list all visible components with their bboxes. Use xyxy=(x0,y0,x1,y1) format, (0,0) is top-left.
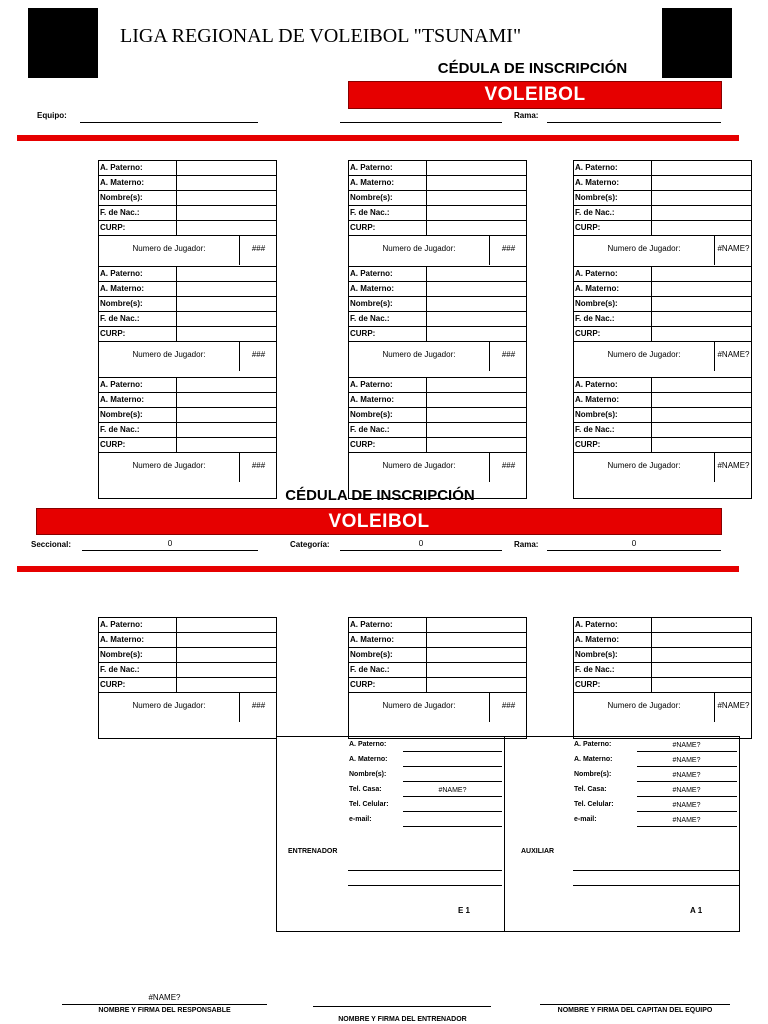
player-card xyxy=(98,160,277,282)
player-field-row[interactable] xyxy=(574,378,751,393)
player-field-row[interactable] xyxy=(349,678,526,693)
player-field-row[interactable] xyxy=(574,176,751,191)
player-field-label: A. Paterno: xyxy=(100,620,143,629)
player-field-label: A. Paterno: xyxy=(350,163,393,172)
player-field-label: F. de Nac.: xyxy=(350,665,390,674)
field-separator xyxy=(176,378,177,392)
player-number-label: Numero de Jugador: xyxy=(132,461,206,470)
auxiliar-field-value[interactable]: #NAME? xyxy=(672,817,701,824)
player-field-label: F. de Nac.: xyxy=(100,425,140,434)
rama-value-2: 0 xyxy=(631,539,637,548)
entrenador-field-line xyxy=(403,766,502,767)
player-card xyxy=(348,617,527,739)
field-separator xyxy=(651,618,652,632)
field-separator xyxy=(426,312,427,326)
field-separator xyxy=(651,282,652,296)
player-number-label: Numero de Jugador: xyxy=(607,461,681,470)
field-separator xyxy=(176,297,177,311)
player-field-label: A. Materno: xyxy=(575,284,619,293)
field-separator xyxy=(176,327,177,341)
field-separator xyxy=(426,191,427,205)
player-card xyxy=(348,266,527,388)
player-field-label: CURP: xyxy=(350,329,376,338)
field-separator xyxy=(176,176,177,190)
capitan-signature-label: NOMBRE Y FIRMA DEL CAPITAN DEL EQUIPO xyxy=(557,1007,713,1014)
player-field-label: CURP: xyxy=(350,223,376,232)
field-separator xyxy=(176,282,177,296)
auxiliar-field-label: Tel. Celular: xyxy=(574,801,614,808)
player-field-row[interactable] xyxy=(99,176,276,191)
player-field-label: A. Paterno: xyxy=(350,269,393,278)
auxiliar-field-value[interactable]: #NAME? xyxy=(672,802,701,809)
auxiliar-field-value[interactable]: #NAME? xyxy=(672,742,701,749)
player-number-row xyxy=(99,693,276,738)
field-separator xyxy=(426,438,427,452)
player-card xyxy=(98,266,277,388)
player-field-row[interactable] xyxy=(349,267,526,282)
player-number-value[interactable]: #NAME? xyxy=(717,244,750,253)
responsable-signature-label: NOMBRE Y FIRMA DEL RESPONSABLE xyxy=(98,1007,231,1014)
player-field-label: A. Materno: xyxy=(100,284,144,293)
player-field-label: A. Materno: xyxy=(100,178,144,187)
player-field-row[interactable] xyxy=(349,327,526,342)
field-separator xyxy=(176,312,177,326)
player-field-row[interactable] xyxy=(99,633,276,648)
field-separator xyxy=(651,423,652,437)
player-number-value[interactable]: #NAME? xyxy=(717,701,750,710)
auxiliar-field-label: e-mail: xyxy=(574,816,597,823)
player-field-row[interactable] xyxy=(349,393,526,408)
player-field-label: CURP: xyxy=(100,223,126,232)
equipo-label: Equipo: xyxy=(37,111,67,120)
player-field-label: F. de Nac.: xyxy=(575,665,615,674)
player-field-row[interactable] xyxy=(574,633,751,648)
entrenador-extra-line[interactable] xyxy=(348,870,502,871)
player-field-row[interactable] xyxy=(349,423,526,438)
field-separator xyxy=(176,618,177,632)
entrenador-field-line xyxy=(403,796,502,797)
player-field-row[interactable] xyxy=(574,327,751,342)
player-field-label: A. Materno: xyxy=(100,395,144,404)
field-separator xyxy=(426,618,427,632)
player-field-label: F. de Nac.: xyxy=(575,314,615,323)
player-field-label: A. Materno: xyxy=(350,635,394,644)
field-separator xyxy=(426,378,427,392)
seccional-field[interactable] xyxy=(82,550,258,551)
field-separator xyxy=(176,633,177,647)
auxiliar-field-value[interactable]: #NAME? xyxy=(672,787,701,794)
player-field-row[interactable] xyxy=(574,312,751,327)
field-separator xyxy=(426,282,427,296)
field-separator xyxy=(651,648,652,662)
player-number-label: Numero de Jugador: xyxy=(382,244,456,253)
sport-banner: VOLEIBOL xyxy=(348,81,722,109)
player-field-label: A. Paterno: xyxy=(100,269,143,278)
player-card xyxy=(98,617,277,739)
player-field-label: F. de Nac.: xyxy=(100,208,140,217)
player-field-label: Nombre(s): xyxy=(575,650,618,659)
player-field-label: A. Paterno: xyxy=(100,380,143,389)
player-field-row[interactable] xyxy=(349,378,526,393)
player-field-row[interactable] xyxy=(99,206,276,221)
auxiliar-field-line xyxy=(637,766,737,767)
player-card xyxy=(98,377,277,499)
field-separator xyxy=(651,206,652,220)
staff-box-divider xyxy=(504,737,505,931)
capitan-signature-line[interactable] xyxy=(540,1004,730,1005)
player-field-label: Nombre(s): xyxy=(350,650,393,659)
player-field-row[interactable] xyxy=(99,161,276,176)
player-field-label: CURP: xyxy=(350,440,376,449)
player-field-row[interactable] xyxy=(574,678,751,693)
field-separator xyxy=(426,297,427,311)
entrenador-field-value[interactable]: #NAME? xyxy=(438,787,467,794)
field-separator xyxy=(176,408,177,422)
player-field-label: F. de Nac.: xyxy=(350,208,390,217)
player-field-row[interactable] xyxy=(99,191,276,206)
field-separator xyxy=(651,378,652,392)
rama-label-2: Rama: xyxy=(514,540,539,549)
entrenador-signature-label: NOMBRE Y FIRMA DEL ENTRENADOR xyxy=(338,1016,467,1023)
entrenador-code: E 1 xyxy=(458,906,471,915)
auxiliar-field-line xyxy=(637,796,737,797)
player-field-row[interactable] xyxy=(99,297,276,312)
player-field-row[interactable] xyxy=(574,297,751,312)
field-separator xyxy=(426,221,427,235)
categoria-field[interactable] xyxy=(340,550,502,551)
sport-banner-2: VOLEIBOL xyxy=(36,508,722,535)
player-field-label: A. Paterno: xyxy=(350,620,393,629)
player-card xyxy=(573,160,752,282)
player-field-row[interactable] xyxy=(574,663,751,678)
player-field-label: F. de Nac.: xyxy=(575,208,615,217)
seccional-value: 0 xyxy=(167,539,173,548)
entrenador-field-label: A. Materno: xyxy=(349,756,388,763)
player-field-label: CURP: xyxy=(100,440,126,449)
divider-bar-top xyxy=(17,135,739,141)
field-separator xyxy=(426,423,427,437)
auxiliar-field-label: A. Paterno: xyxy=(574,741,612,748)
player-number-label: Numero de Jugador: xyxy=(382,461,456,470)
field-separator xyxy=(651,678,652,692)
league-title: LIGA REGIONAL DE VOLEIBOL "TSUNAMI" xyxy=(120,25,522,47)
player-number-label: Numero de Jugador: xyxy=(382,701,456,710)
player-field-label: F. de Nac.: xyxy=(100,314,140,323)
entrenador-role-label: ENTRENADOR xyxy=(288,848,338,855)
responsable-value: #NAME? xyxy=(148,993,181,1002)
field-separator xyxy=(651,393,652,407)
player-field-label: A. Paterno: xyxy=(350,380,393,389)
player-field-row[interactable] xyxy=(99,438,276,453)
player-field-row[interactable] xyxy=(574,618,751,633)
auxiliar-field-line xyxy=(637,811,737,812)
field-separator xyxy=(426,663,427,677)
field-separator xyxy=(176,663,177,677)
player-field-row[interactable] xyxy=(574,438,751,453)
player-number-label: Numero de Jugador: xyxy=(132,244,206,253)
entrenador-field-line xyxy=(403,751,502,752)
field-separator xyxy=(176,206,177,220)
field-separator xyxy=(651,438,652,452)
player-field-row[interactable] xyxy=(574,191,751,206)
field-separator xyxy=(651,176,652,190)
field-separator xyxy=(426,267,427,281)
player-number-value[interactable]: ### xyxy=(251,244,266,253)
auxiliar-extra-line[interactable] xyxy=(573,870,740,871)
auxiliar-field-label: Tel. Casa: xyxy=(574,786,607,793)
player-field-row[interactable] xyxy=(349,618,526,633)
player-field-row[interactable] xyxy=(99,221,276,236)
field-separator xyxy=(176,678,177,692)
blank-field[interactable] xyxy=(340,122,502,123)
player-field-label: A. Paterno: xyxy=(100,163,143,172)
entrenador-field-line xyxy=(403,811,502,812)
player-field-label: A. Paterno: xyxy=(575,163,618,172)
player-number-row xyxy=(574,693,751,738)
player-field-label: CURP: xyxy=(575,440,601,449)
auxiliar-field-label: Nombre(s): xyxy=(574,771,612,778)
entrenador-field-label: Tel. Celular: xyxy=(349,801,389,808)
player-number-value[interactable]: #NAME? xyxy=(717,350,750,359)
player-field-label: CURP: xyxy=(575,223,601,232)
field-separator xyxy=(651,221,652,235)
player-field-row[interactable] xyxy=(349,633,526,648)
field-separator xyxy=(651,297,652,311)
field-separator xyxy=(651,408,652,422)
player-field-row[interactable] xyxy=(349,438,526,453)
player-field-label: A. Materno: xyxy=(575,395,619,404)
auxiliar-code: A 1 xyxy=(690,906,703,915)
player-card xyxy=(573,377,752,499)
player-number-value[interactable]: ### xyxy=(501,701,516,710)
equipo-field[interactable] xyxy=(80,122,258,123)
auxiliar-field-value[interactable]: #NAME? xyxy=(672,772,701,779)
entrenador-field-line xyxy=(403,781,502,782)
player-field-label: Nombre(s): xyxy=(575,193,618,202)
field-separator xyxy=(426,678,427,692)
player-field-row[interactable] xyxy=(349,191,526,206)
player-field-label: A. Materno: xyxy=(575,635,619,644)
field-separator xyxy=(651,267,652,281)
player-field-row[interactable] xyxy=(574,267,751,282)
seccional-label: Seccional: xyxy=(31,540,72,549)
player-field-row[interactable] xyxy=(574,648,751,663)
auxiliar-field-line xyxy=(637,751,737,752)
player-field-label: F. de Nac.: xyxy=(575,425,615,434)
player-field-row[interactable] xyxy=(99,618,276,633)
player-field-label: F. de Nac.: xyxy=(350,425,390,434)
player-field-label: F. de Nac.: xyxy=(100,665,140,674)
player-field-label: CURP: xyxy=(575,329,601,338)
auxiliar-field-line xyxy=(637,781,737,782)
player-field-row[interactable] xyxy=(349,282,526,297)
player-field-label: F. de Nac.: xyxy=(350,314,390,323)
entrenador-extra-line[interactable] xyxy=(348,885,502,886)
player-field-row[interactable] xyxy=(349,161,526,176)
logo-placeholder-left xyxy=(28,8,98,78)
player-number-value[interactable]: ### xyxy=(251,701,266,710)
player-field-row[interactable] xyxy=(574,282,751,297)
field-separator xyxy=(651,327,652,341)
player-field-label: Nombre(s): xyxy=(350,410,393,419)
field-separator xyxy=(426,206,427,220)
player-field-label: Nombre(s): xyxy=(100,650,143,659)
player-number-label: Numero de Jugador: xyxy=(607,350,681,359)
auxiliar-field-value[interactable]: #NAME? xyxy=(672,757,701,764)
player-field-label: CURP: xyxy=(575,680,601,689)
player-field-label: Nombre(s): xyxy=(100,299,143,308)
player-card xyxy=(348,377,527,499)
player-field-label: Nombre(s): xyxy=(575,299,618,308)
player-field-row[interactable] xyxy=(349,221,526,236)
entrenador-field-label: e-mail: xyxy=(349,816,372,823)
player-number-row xyxy=(349,693,526,738)
field-separator xyxy=(426,393,427,407)
divider-bar-bottom xyxy=(17,566,739,572)
player-number-value[interactable]: ### xyxy=(501,350,516,359)
player-number-label: Numero de Jugador: xyxy=(132,701,206,710)
player-field-label: CURP: xyxy=(100,680,126,689)
player-field-label: A. Materno: xyxy=(350,284,394,293)
player-field-label: A. Paterno: xyxy=(575,620,618,629)
player-field-label: CURP: xyxy=(350,680,376,689)
player-field-row[interactable] xyxy=(99,678,276,693)
player-field-row[interactable] xyxy=(99,378,276,393)
field-separator xyxy=(176,221,177,235)
player-field-label: Nombre(s): xyxy=(100,193,143,202)
player-number-label: Numero de Jugador: xyxy=(382,350,456,359)
entrenador-field-label: A. Paterno: xyxy=(349,741,387,748)
field-separator xyxy=(651,312,652,326)
field-separator xyxy=(426,408,427,422)
player-card xyxy=(348,160,527,282)
field-separator xyxy=(651,633,652,647)
cedula-title-2: CÉDULA DE INSCRIPCIÓN xyxy=(285,487,475,504)
field-separator xyxy=(426,648,427,662)
player-number-value[interactable]: ### xyxy=(251,350,266,359)
player-number-value[interactable]: #NAME? xyxy=(717,461,750,470)
categoria-value: 0 xyxy=(418,539,424,548)
field-separator xyxy=(651,663,652,677)
auxiliar-field-line xyxy=(637,826,737,827)
player-field-label: A. Materno: xyxy=(350,178,394,187)
player-field-row[interactable] xyxy=(349,206,526,221)
player-card xyxy=(573,617,752,739)
player-field-row[interactable] xyxy=(574,161,751,176)
player-field-label: CURP: xyxy=(100,329,126,338)
categoria-label: Categoría: xyxy=(290,540,330,549)
field-separator xyxy=(651,191,652,205)
auxiliar-role-label: AUXILIAR xyxy=(521,848,555,855)
field-separator xyxy=(426,327,427,341)
cedula-title: CÉDULA DE INSCRIPCIÓN xyxy=(437,60,628,77)
player-field-row[interactable] xyxy=(99,312,276,327)
player-card xyxy=(573,266,752,388)
field-separator xyxy=(176,267,177,281)
field-separator xyxy=(176,648,177,662)
player-field-row[interactable] xyxy=(349,312,526,327)
player-field-label: Nombre(s): xyxy=(575,410,618,419)
rama-label: Rama: xyxy=(514,111,539,120)
rama-field-2[interactable] xyxy=(547,550,721,551)
player-number-label: Numero de Jugador: xyxy=(607,701,681,710)
player-field-label: Nombre(s): xyxy=(100,410,143,419)
player-field-row[interactable] xyxy=(574,206,751,221)
player-field-label: A. Materno: xyxy=(575,178,619,187)
field-separator xyxy=(426,176,427,190)
player-field-row[interactable] xyxy=(99,408,276,423)
player-field-row[interactable] xyxy=(349,648,526,663)
field-separator xyxy=(176,423,177,437)
player-field-label: A. Materno: xyxy=(350,395,394,404)
player-field-label: Nombre(s): xyxy=(350,299,393,308)
field-separator xyxy=(176,438,177,452)
player-field-row[interactable] xyxy=(574,423,751,438)
auxiliar-field-label: A. Materno: xyxy=(574,756,613,763)
player-number-value[interactable]: ### xyxy=(501,244,516,253)
player-field-row[interactable] xyxy=(574,408,751,423)
field-separator xyxy=(176,191,177,205)
player-field-label: A. Materno: xyxy=(100,635,144,644)
player-field-row[interactable] xyxy=(349,663,526,678)
field-separator xyxy=(426,161,427,175)
player-field-row[interactable] xyxy=(99,267,276,282)
player-field-row[interactable] xyxy=(99,423,276,438)
player-field-row[interactable] xyxy=(349,408,526,423)
player-field-row[interactable] xyxy=(349,297,526,312)
player-field-row[interactable] xyxy=(574,393,751,408)
entrenador-field-label: Nombre(s): xyxy=(349,771,387,778)
player-field-row[interactable] xyxy=(99,648,276,663)
entrenador-field-label: Tel. Casa: xyxy=(349,786,382,793)
player-field-row[interactable] xyxy=(349,176,526,191)
auxiliar-extra-line[interactable] xyxy=(573,885,740,886)
responsable-signature-line[interactable] xyxy=(62,1004,267,1005)
rama-field[interactable] xyxy=(547,122,721,123)
field-separator xyxy=(426,633,427,647)
player-field-row[interactable] xyxy=(99,282,276,297)
entrenador-field-line xyxy=(403,826,502,827)
player-number-label: Numero de Jugador: xyxy=(132,350,206,359)
player-number-value[interactable]: ### xyxy=(251,461,266,470)
player-field-row[interactable] xyxy=(99,393,276,408)
field-separator xyxy=(651,161,652,175)
field-separator xyxy=(176,393,177,407)
player-field-row[interactable] xyxy=(574,221,751,236)
player-number-label: Numero de Jugador: xyxy=(607,244,681,253)
player-field-row[interactable] xyxy=(99,663,276,678)
player-field-label: A. Paterno: xyxy=(575,269,618,278)
player-number-value[interactable]: ### xyxy=(501,461,516,470)
entrenador-signature-line[interactable] xyxy=(313,1006,491,1007)
player-field-label: A. Paterno: xyxy=(575,380,618,389)
field-separator xyxy=(176,161,177,175)
player-field-label: Nombre(s): xyxy=(350,193,393,202)
player-number-row xyxy=(574,453,751,498)
player-field-row[interactable] xyxy=(99,327,276,342)
